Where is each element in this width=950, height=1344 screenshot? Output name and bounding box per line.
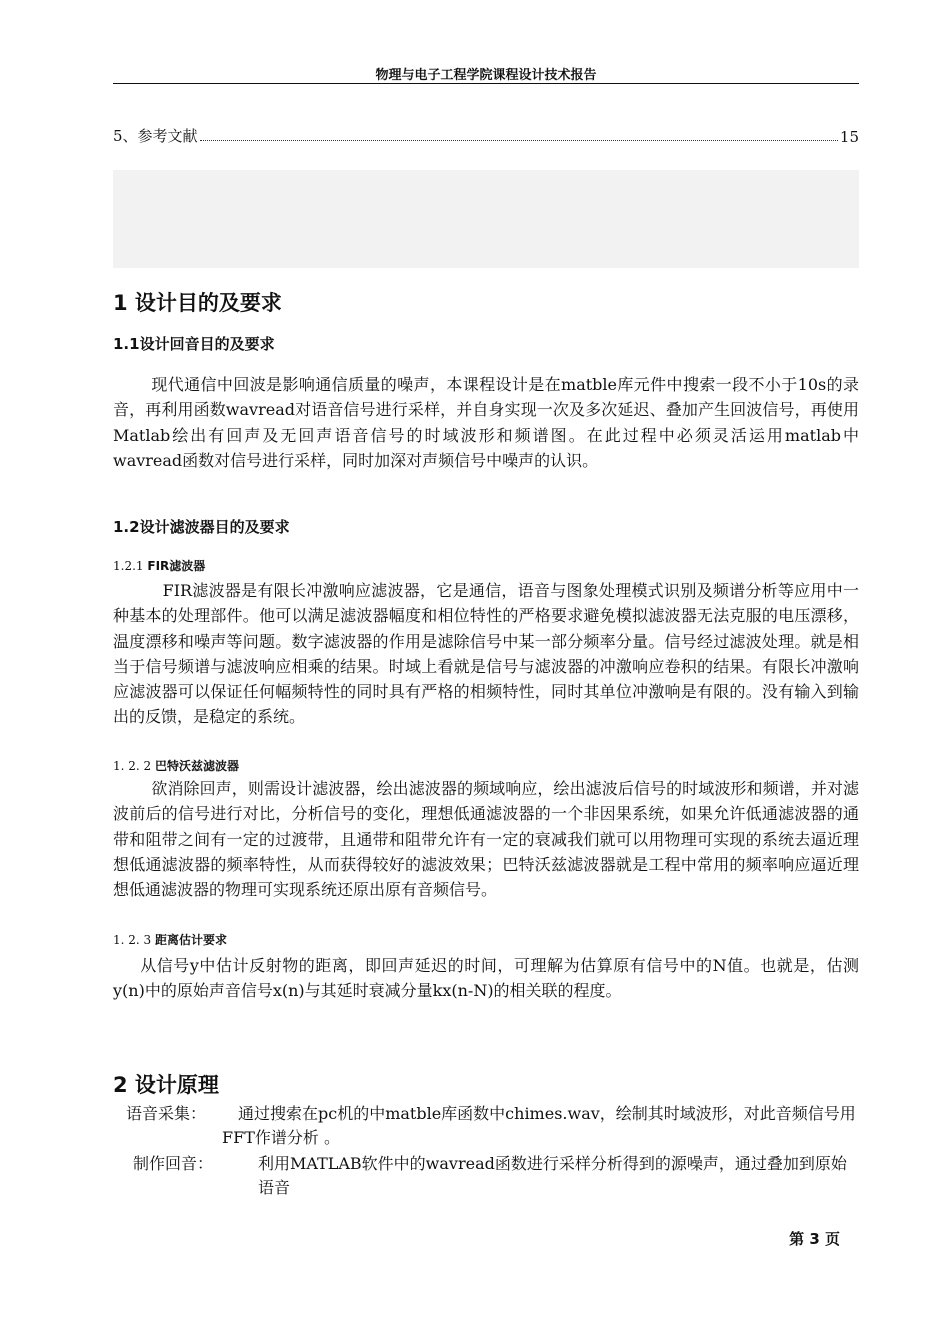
toc-entry-references[interactable]: [113, 124, 859, 146]
heading-title: 距离估计要求: [155, 933, 228, 947]
fir-paragraph: FIR滤波器是有限长冲激响应滤波器，它是通信，语音与图象处理模式识别及频谱分析等应用中一种基本的处理部件。他可以满足滤波器幅度和相位特性的严格要求避免模拟滤波器无法克服的电压漂移，温度漂移和噪声等问题。数字滤波器的作用是滤除信号中某一部分频率分量。信号经过滤波处理。就是相当于信号频谱与滤波响应相乘的结果。时域上看就是信号与滤波器的冲激响应卷积的结果。有限长冲激响应滤波器可以保证任何幅频特性的同时具有严格的相频特性，同时其单位冲激响是有限的。没有输入到输出的反馈，是稳定的系统。: [113, 581, 859, 727]
toc-leader-dots: [200, 140, 838, 141]
section-1-heading: 1 设计目的及要求: [113, 291, 282, 315]
blank-shaded-block: [113, 170, 859, 268]
subsection-1-2-3-heading: [113, 931, 227, 948]
heading-number: 1. 2. 3: [113, 933, 152, 947]
subsection-1-1-paragraph: 现代通信中回波是影响通信质量的噪声，本课程设计是在matble库元件中搜索一段不小于10s的录音，再利用函数wavread对语音信号进行采样，并自身实现一次及多次延迟、叠加产生回波信号，再使用Matlab绘出有回声及无回声语音信号的时域波形和频谱图。在此过程中必须灵活运用matlab中 wavread函数对信号进行采样，同时加深对声频信号中噪声的认识。: [113, 375, 859, 470]
butterworth-paragraph: 欲消除回声，则需设计滤波器，绘出滤波器的频域响应，绘出滤波后信号的时域波形和频谱，并对滤波前后的信号进行对比，分析信号的变化，理想低通滤波器的一个非因果系统，如果允许低通滤波器的通带和阻带之间有一定的过渡带，且通带和阻带允许有一定的衰减我们就可以用物理可实现的系统去逼近理想低通滤波器的频率特性，从而获得较好的滤波效果；巴特沃兹滤波器就是工程中常用的频率响应逼近理想低通滤波器的物理可实现系统还原出原有音频信号。: [113, 779, 859, 900]
header-divider: [113, 83, 859, 84]
page-header: 物理与电子工程学院课程设计技术报告: [375, 68, 597, 83]
definition-term-1: 语音采集：: [126, 1104, 207, 1123]
distance-paragraph: 从信号y中估计反射物的距离，即回声延迟的时间，可理解为估算原有信号中的N值。也就是，估测y(n)中的原始声音信号x(n)与其延时衰减分量kx(n-N)的相关联的程度。: [113, 956, 859, 1001]
heading-number: 1. 2. 2: [113, 759, 152, 773]
subsection-1-1-heading: 1.1设计回音目的及要求: [113, 335, 275, 353]
subsection-1-2-heading: 1.2设计滤波器目的及要求: [113, 518, 290, 536]
definition-desc-2: 利用MATLAB软件中的wavread函数进行采样分析得到的源噪声，通过叠加到原始语音: [258, 1154, 847, 1197]
subsection-1-2-1-heading: [113, 557, 205, 574]
definition-desc-1: 通过搜索在pc机的中matble库函数中chimes.wav，绘制其时域波形，对此音频信号用FFT作谱分析 。: [222, 1104, 856, 1147]
section-2-heading: 2 设计原理: [113, 1073, 219, 1097]
toc-page-number: 15: [839, 128, 859, 146]
heading-number: 1.2.1: [113, 559, 144, 573]
subsection-1-2-2-heading: [113, 757, 239, 774]
toc-label: 5、参考文献: [113, 127, 198, 145]
heading-title: FIR滤波器: [147, 559, 206, 573]
page-number-footer: 第 3 页: [789, 1230, 840, 1248]
heading-title: 巴特沃兹滤波器: [155, 759, 240, 773]
definition-term-2: 制作回音：: [133, 1154, 214, 1173]
